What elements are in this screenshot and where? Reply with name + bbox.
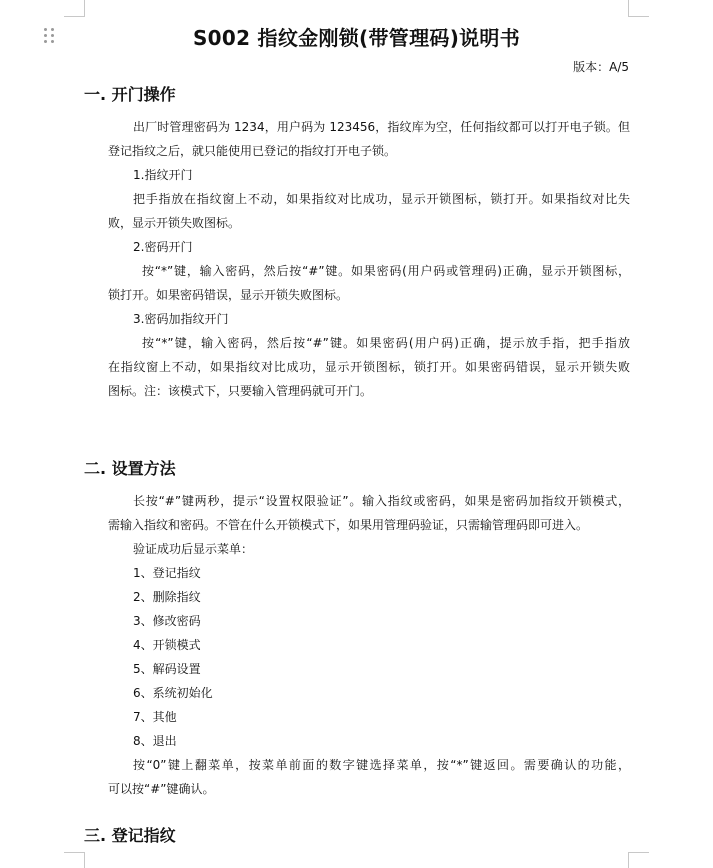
subheading-password-fingerprint-open: 3.密码加指纹开门 [133,312,229,326]
section-heading-open-door: 一. 开门操作 [84,85,176,104]
menu-item-2: 2、删除指纹 [133,590,201,604]
paragraph-line: 图标。注：该模式下，只要输入管理码就可开门。 [108,384,373,398]
paragraph-line: 出厂时管理密码为 1234，用户码为 123456，指纹库为空，任何指纹都可以打开电子锁。但 [133,120,630,134]
document-title: S002 指纹金刚锁(带管理码)说明书 [192,26,521,50]
menu-item-1: 1、登记指纹 [133,566,201,580]
menu-item-8: 8、退出 [133,734,177,748]
menu-item-4: 4、开锁模式 [133,638,201,652]
crop-mark-top-left [64,0,85,17]
menu-item-3: 3、修改密码 [133,614,201,628]
paragraph-line: 把手指放在指纹窗上不动，如果指纹对比成功，显示开锁图标，锁打开。如果指纹对比失 [133,192,630,206]
version-label: 版本：A/5 [573,60,629,74]
paragraph-line: 在指纹窗上不动，如果指纹对比成功，显示开锁图标，锁打开。如果密码错误，显示开锁失败 [108,360,630,374]
subheading-password-open: 2.密码开门 [133,240,193,254]
menu-item-7: 7、其他 [133,710,177,724]
paragraph-line: 败，显示开锁失败图标。 [108,216,241,230]
crop-mark-bottom-right [628,852,649,868]
paragraph-line: 登记指纹之后，就只能使用已登记的指纹打开电子锁。 [108,144,397,158]
paragraph-line: 可以按“#”键确认。 [108,782,215,796]
paragraph-line: 需输入指纹和密码。不管在什么开锁模式下，如果用管理码验证，只需输管理码即可进入。 [108,518,589,532]
subheading-fingerprint-open: 1.指纹开门 [133,168,193,182]
paragraph-line: 锁打开。如果密码错误，显示开锁失败图标。 [108,288,349,302]
paragraph-line: 按“0”键上翻菜单，按菜单前面的数字键选择菜单，按“*”键返回。需要确认的功能， [133,758,630,772]
crop-mark-top-right [628,0,649,17]
section-heading-settings: 二. 设置方法 [84,459,176,478]
paragraph-line: 按“*”键，输入密码，然后按“#”键。如果密码(用户码或管理码)正确，显示开锁图标， [142,264,630,278]
section-heading-register-fingerprint: 三. 登记指纹 [84,826,176,845]
menu-item-6: 6、系统初始化 [133,686,213,700]
crop-mark-bottom-left [64,852,85,868]
paragraph-line: 验证成功后显示菜单： [133,542,254,556]
paragraph-line: 长按“#”键两秒，提示“设置权限验证”。输入指纹或密码，如果是密码加指纹开锁模式， [133,494,630,508]
menu-item-5: 5、解码设置 [133,662,201,676]
paragraph-line: 按“*”键，输入密码，然后按“#”键。如果密码(用户码)正确，提示放手指，把手指放 [142,336,630,350]
